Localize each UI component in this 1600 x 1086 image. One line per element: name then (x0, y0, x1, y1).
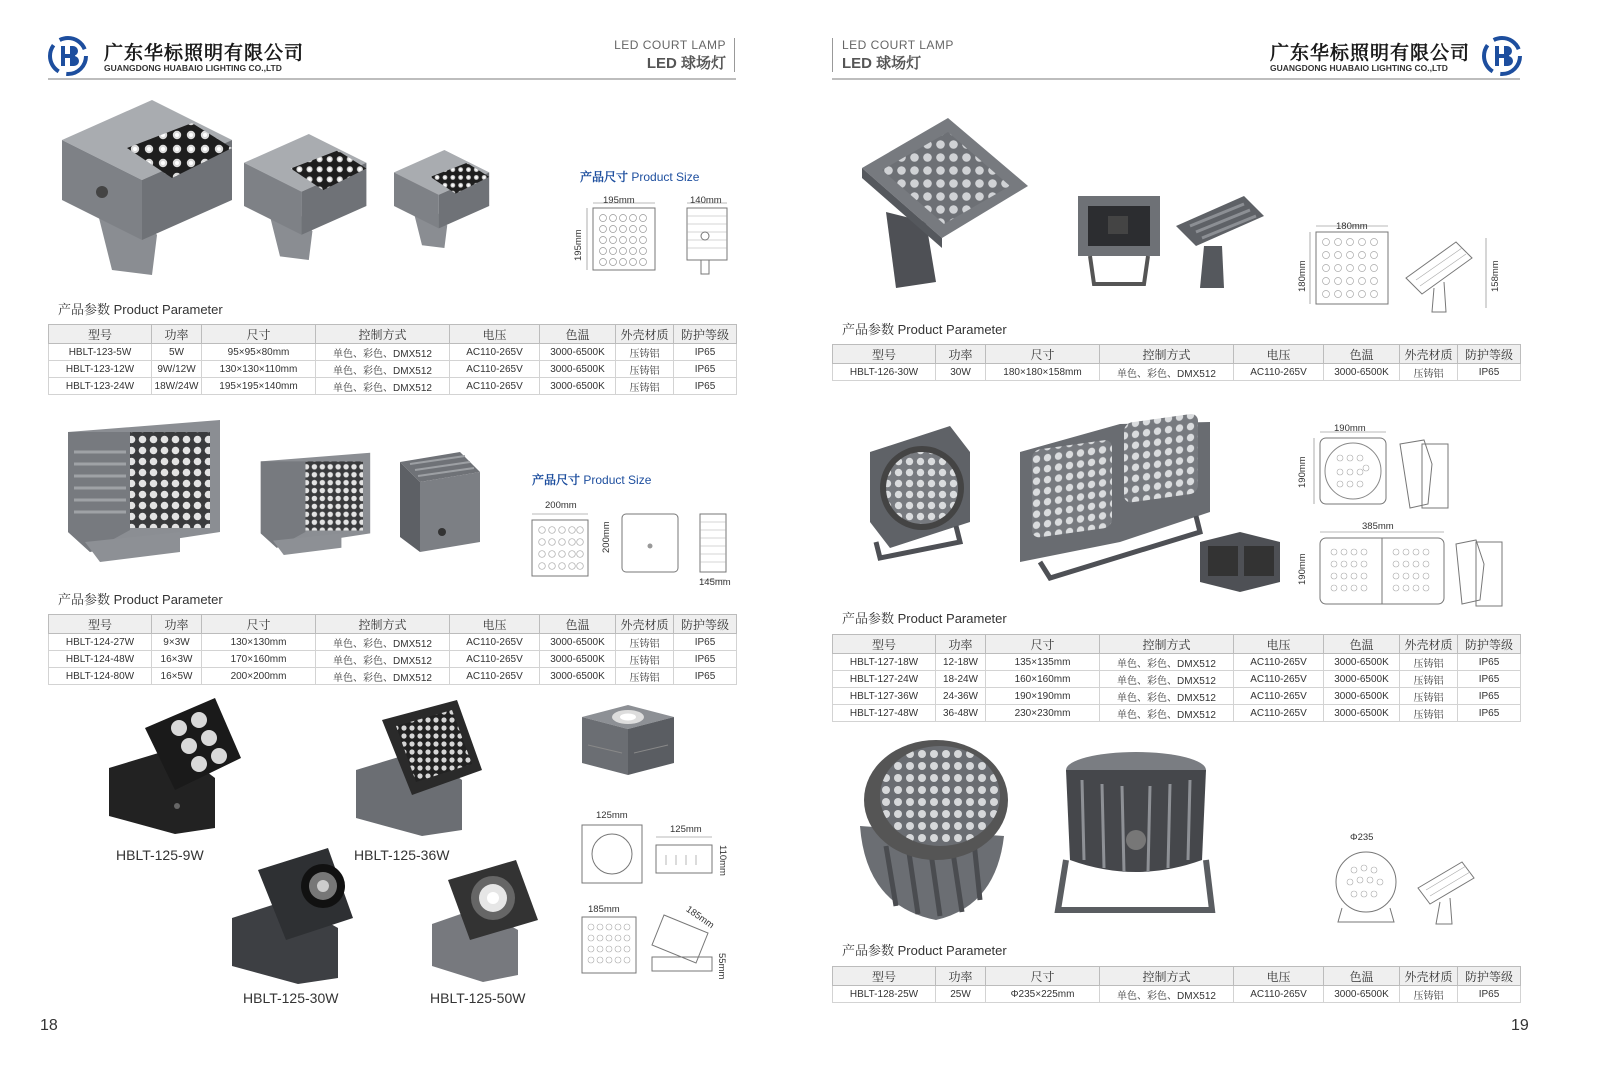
header-cell: 型号 (49, 325, 152, 344)
parameter-table-128 (832, 966, 1521, 1003)
dimension-drawing-126 (1296, 218, 1506, 318)
header-cell: 防护等级 (1458, 635, 1521, 654)
table-cell: 压铸铝 (1400, 671, 1458, 688)
header-cell: 控制方式 (316, 615, 450, 634)
product-title-cn: LED 球场灯 (646, 55, 726, 72)
header-cell: 电压 (450, 325, 540, 344)
dim-side-126: 158mm (1490, 260, 1501, 292)
table-row (833, 654, 1521, 671)
table-cell: 12-18W (936, 654, 986, 671)
parameter-table-124 (48, 614, 737, 685)
product-photo-hblt-124 (60, 412, 490, 572)
table-cell: HBLT-128-25W (833, 986, 936, 1003)
table-cell: AC110-265V (450, 634, 540, 651)
product-photo-hblt-125-50w (428, 860, 543, 985)
header-cell: 电压 (1234, 345, 1324, 364)
table-cell: HBLT-127-24W (833, 671, 936, 688)
table-cell: 190×190mm (986, 688, 1100, 705)
company-name-cn: 广东华标照明有限公司 (1270, 43, 1471, 64)
table-cell: 单色、彩色、DMX512 (1100, 688, 1234, 705)
table-cell: IP65 (1458, 671, 1521, 688)
table-cell: Φ235×225mm (986, 986, 1100, 1003)
table-row (833, 688, 1521, 705)
header-cell: 色温 (540, 325, 616, 344)
table-row (49, 361, 737, 378)
table-cell: IP65 (1458, 986, 1521, 1003)
company-name-en: GUANGDONG HUABAIO LIGHTING CO.,LTD (1270, 63, 1448, 73)
dim-b-125: 125mm (670, 824, 702, 835)
section-label-128: 产品参数 Product Parameter (842, 943, 1007, 958)
table-row (49, 634, 737, 651)
dim-width-126: 180mm (1336, 221, 1368, 232)
table-cell: 压铸铝 (616, 634, 674, 651)
table-cell: AC110-265V (1234, 986, 1324, 1003)
dim-side-123: 140mm (690, 195, 722, 206)
table-cell: IP65 (674, 668, 737, 685)
table-cell: 3000-6500K (540, 378, 616, 395)
table-cell: 压铸铝 (616, 361, 674, 378)
table-cell: 单色、彩色、DMX512 (1100, 986, 1234, 1003)
header-cell: 防护等级 (1458, 967, 1521, 986)
table-row (833, 364, 1521, 381)
model-label-125-36w: HBLT-125-36W (354, 847, 450, 863)
header-rule (48, 78, 736, 80)
table-cell: 230×230mm (986, 705, 1100, 722)
dimension-drawing-127 (1300, 424, 1515, 614)
header-divider (734, 38, 735, 72)
table-cell: HBLT-127-48W (833, 705, 936, 722)
table-cell: 压铸铝 (1400, 654, 1458, 671)
dim-d-125: 185mm (588, 904, 620, 915)
header-cell: 防护等级 (674, 615, 737, 634)
section-label-126: 产品参数 Product Parameter (842, 322, 1007, 337)
table-cell: 单色、彩色、DMX512 (316, 344, 450, 361)
table-cell: 16×3W (152, 651, 202, 668)
catalog-page-right (800, 0, 1600, 1086)
header-cell: 色温 (1324, 345, 1400, 364)
product-size-title-124: 产品尺寸 Product Size (532, 473, 652, 487)
table-cell: 180×180×158mm (986, 364, 1100, 381)
table-cell: HBLT-127-18W (833, 654, 936, 671)
dim-width-123: 195mm (603, 195, 635, 206)
table-row (49, 651, 737, 668)
table-cell: 3000-6500K (1324, 986, 1400, 1003)
table-row (833, 671, 1521, 688)
header-cell: 功率 (936, 635, 986, 654)
table-cell: 18-24W (936, 671, 986, 688)
dim-w2-127: 385mm (1362, 521, 1394, 532)
table-cell: HBLT-124-48W (49, 651, 152, 668)
header-cell: 控制方式 (1100, 967, 1234, 986)
dim-side-124: 145mm (699, 577, 731, 588)
header-cell: 型号 (49, 615, 152, 634)
table-cell: IP65 (1458, 654, 1521, 671)
header-cell: 型号 (833, 345, 936, 364)
header-cell: 控制方式 (1100, 635, 1234, 654)
table-cell: 25W (936, 986, 986, 1003)
table-header-row (833, 345, 1521, 364)
table-cell: 压铸铝 (1400, 364, 1458, 381)
table-cell: 130×130×110mm (202, 361, 316, 378)
table-cell: AC110-265V (1234, 671, 1324, 688)
table-cell: HBLT-123-24W (49, 378, 152, 395)
table-cell: 单色、彩色、DMX512 (316, 668, 450, 685)
parameter-table-126 (832, 344, 1521, 381)
header-cell: 型号 (833, 635, 936, 654)
table-cell: IP65 (674, 378, 737, 395)
table-cell: AC110-265V (1234, 688, 1324, 705)
table-row (49, 344, 737, 361)
table-cell: 16×5W (152, 668, 202, 685)
table-cell: 单色、彩色、DMX512 (1100, 364, 1234, 381)
dim-width-124: 200mm (545, 500, 577, 511)
table-cell: IP65 (674, 634, 737, 651)
header-cell: 外壳材质 (1400, 345, 1458, 364)
product-photo-hblt-127 (860, 412, 1285, 592)
product-photo-hblt-126 (856, 112, 1276, 292)
table-cell: 压铸铝 (1400, 705, 1458, 722)
table-cell: AC110-265V (1234, 364, 1324, 381)
header-cell: 功率 (152, 615, 202, 634)
table-cell: 3000-6500K (1324, 364, 1400, 381)
table-cell: 95×95×80mm (202, 344, 316, 361)
dim-height-124: 200mm (601, 521, 612, 553)
table-cell: 压铸铝 (616, 651, 674, 668)
company-logo-icon (1482, 36, 1522, 76)
table-cell: HBLT-127-36W (833, 688, 936, 705)
table-cell: 3000-6500K (1324, 654, 1400, 671)
table-row (49, 378, 737, 395)
table-cell: 单色、彩色、DMX512 (316, 378, 450, 395)
header-cell: 外壳材质 (616, 325, 674, 344)
dimension-drawing-128 (1330, 842, 1490, 927)
dim-c-125: 110mm (717, 845, 728, 876)
product-photo-hblt-125-9w (105, 698, 245, 838)
table-cell: 135×135mm (986, 654, 1100, 671)
company-name-cn: 广东华标照明有限公司 (104, 43, 305, 64)
table-cell: 3000-6500K (1324, 705, 1400, 722)
dim-w1-127: 190mm (1334, 423, 1366, 434)
header-cell: 功率 (936, 967, 986, 986)
header-cell: 尺寸 (986, 345, 1100, 364)
table-cell: 单色、彩色、DMX512 (316, 651, 450, 668)
table-cell: 单色、彩色、DMX512 (316, 634, 450, 651)
table-cell: 130×130mm (202, 634, 316, 651)
table-cell: 9W/12W (152, 361, 202, 378)
header-cell: 尺寸 (202, 615, 316, 634)
table-cell: 170×160mm (202, 651, 316, 668)
dim-height-126: 180mm (1297, 260, 1308, 292)
model-label-125-30w: HBLT-125-30W (243, 990, 339, 1006)
table-cell: 压铸铝 (616, 378, 674, 395)
table-cell: HBLT-124-27W (49, 634, 152, 651)
header-cell: 色温 (540, 615, 616, 634)
table-cell: HBLT-123-5W (49, 344, 152, 361)
model-label-125-50w: HBLT-125-50W (430, 990, 526, 1006)
table-cell: 3000-6500K (540, 651, 616, 668)
table-cell: IP65 (674, 361, 737, 378)
parameter-table-123 (48, 324, 737, 395)
product-title-en: LED COURT LAMP (842, 38, 954, 52)
product-photo-hblt-128 (856, 736, 1216, 926)
product-title-en: LED COURT LAMP (614, 38, 726, 52)
dim-height-123: 195mm (573, 229, 584, 261)
company-logo-icon (48, 36, 88, 76)
dimension-drawing-125 (578, 815, 738, 985)
header-cell: 色温 (1324, 635, 1400, 654)
header-cell: 外壳材质 (616, 615, 674, 634)
table-cell: 200×200mm (202, 668, 316, 685)
table-header-row (49, 615, 737, 634)
product-photo-hblt-125-36w (352, 700, 492, 840)
header-rule (832, 78, 1520, 80)
table-cell: AC110-265V (450, 668, 540, 685)
table-header-row (833, 967, 1521, 986)
table-cell: 单色、彩色、DMX512 (1100, 705, 1234, 722)
table-cell: 压铸铝 (1400, 688, 1458, 705)
table-cell: AC110-265V (1234, 705, 1324, 722)
product-photo-hblt-125-top (578, 703, 678, 778)
header-cell: 防护等级 (674, 325, 737, 344)
header-cell: 外壳材质 (1400, 635, 1458, 654)
parameter-table-127 (832, 634, 1521, 722)
table-cell: HBLT-124-80W (49, 668, 152, 685)
table-row (833, 705, 1521, 722)
product-size-title-123: 产品尺寸 Product Size (580, 170, 700, 184)
table-cell: AC110-265V (450, 344, 540, 361)
product-photo-hblt-125-30w (228, 848, 368, 988)
table-cell: 压铸铝 (1400, 986, 1458, 1003)
table-cell: AC110-265V (450, 361, 540, 378)
header-cell: 控制方式 (1100, 345, 1234, 364)
header-cell: 尺寸 (202, 325, 316, 344)
header-cell: 防护等级 (1458, 345, 1521, 364)
header-divider (832, 38, 833, 72)
table-cell: 压铸铝 (616, 668, 674, 685)
table-header-row (833, 635, 1521, 654)
header-cell: 尺寸 (986, 635, 1100, 654)
header-cell: 功率 (152, 325, 202, 344)
table-cell: 36-48W (936, 705, 986, 722)
table-cell: HBLT-123-12W (49, 361, 152, 378)
table-cell: 160×160mm (986, 671, 1100, 688)
table-cell: 单色、彩色、DMX512 (1100, 671, 1234, 688)
section-label-123: 产品参数 Product Parameter (58, 302, 223, 317)
section-label-124: 产品参数 Product Parameter (58, 592, 223, 607)
dim-a-125: 125mm (596, 810, 628, 821)
table-cell: IP65 (1458, 688, 1521, 705)
table-cell: 3000-6500K (1324, 671, 1400, 688)
table-cell: 3000-6500K (1324, 688, 1400, 705)
table-cell: IP65 (1458, 364, 1521, 381)
table-cell: 单色、彩色、DMX512 (316, 361, 450, 378)
table-cell: IP65 (1458, 705, 1521, 722)
table-cell: 24-36W (936, 688, 986, 705)
table-row (49, 668, 737, 685)
table-cell: 3000-6500K (540, 668, 616, 685)
dim-e-125: 185mm (683, 903, 716, 932)
header-cell: 控制方式 (316, 325, 450, 344)
table-cell: 压铸铝 (616, 344, 674, 361)
header-cell: 尺寸 (986, 967, 1100, 986)
model-label-125-9w: HBLT-125-9W (116, 847, 204, 863)
table-cell: IP65 (674, 651, 737, 668)
table-cell: IP65 (674, 344, 737, 361)
table-cell: 195×195×140mm (202, 378, 316, 395)
dim-f-125: 55mm (716, 953, 727, 980)
table-cell: 3000-6500K (540, 634, 616, 651)
table-cell: AC110-265V (450, 378, 540, 395)
table-cell: 5W (152, 344, 202, 361)
table-cell: 30W (936, 364, 986, 381)
table-cell: AC110-265V (1234, 654, 1324, 671)
table-row (833, 986, 1521, 1003)
table-cell: 3000-6500K (540, 344, 616, 361)
header-cell: 功率 (936, 345, 986, 364)
table-cell: HBLT-126-30W (833, 364, 936, 381)
header-cell: 电压 (1234, 635, 1324, 654)
header-cell: 型号 (833, 967, 936, 986)
page-number-right: 19 (1511, 1017, 1529, 1034)
header-cell: 外壳材质 (1400, 967, 1458, 986)
table-cell: 3000-6500K (540, 361, 616, 378)
company-name-en: GUANGDONG HUABAIO LIGHTING CO.,LTD (104, 63, 282, 73)
dim-h2-127: 190mm (1297, 553, 1308, 585)
product-photo-hblt-123 (52, 92, 512, 278)
table-cell: 18W/24W (152, 378, 202, 395)
page-number-left: 18 (40, 1017, 58, 1034)
dim-h1-127: 190mm (1297, 456, 1308, 488)
header-cell: 电压 (450, 615, 540, 634)
table-cell: 单色、彩色、DMX512 (1100, 654, 1234, 671)
product-title-cn: LED 球场灯 (842, 55, 922, 72)
header-cell: 电压 (1234, 967, 1324, 986)
header-cell: 色温 (1324, 967, 1400, 986)
table-cell: AC110-265V (450, 651, 540, 668)
dim-d-128: Φ235 (1350, 832, 1374, 843)
section-label-127: 产品参数 Product Parameter (842, 611, 1007, 626)
table-header-row (49, 325, 737, 344)
table-cell: 9×3W (152, 634, 202, 651)
